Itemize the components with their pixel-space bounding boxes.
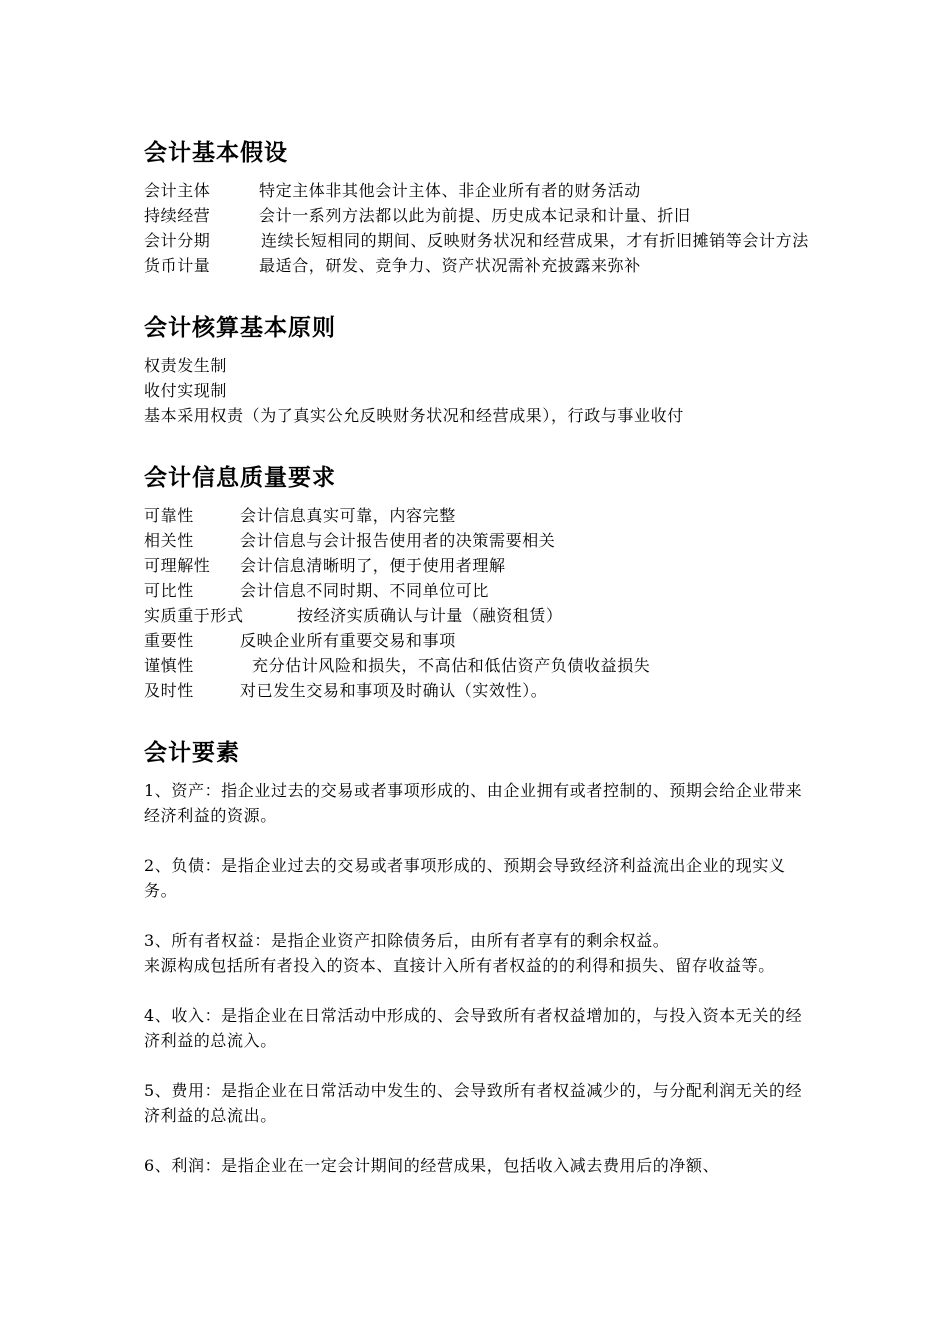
quality-desc: 会计信息与会计报告使用者的决策需要相关 [240, 531, 556, 550]
element-paragraph-profit: 6、利润：是指企业在一定会计期间的经营成果，包括收入减去费用后的净额、 [144, 1156, 720, 1175]
element-paragraph-revenue: 4、收入：是指企业在日常活动中形成的、会导致所有者权益增加的，与投入资本无关的经济利益的总流入。 [144, 1006, 803, 1050]
assumption-row [144, 253, 809, 278]
quality-term: 重要性 [144, 631, 194, 650]
assumption-row [144, 178, 809, 203]
quality-term: 可靠性 [144, 506, 194, 525]
quality-desc: 会计信息真实可靠，内容完整 [240, 506, 456, 525]
quality-desc: 对已发生交易和事项及时确认（实效性）。 [240, 681, 548, 700]
assumption-term: 货币计量 [144, 256, 211, 275]
principle-line: 基本采用权责（为了真实公允反映财务状况和经营成果），行政与事业收付 [144, 406, 684, 425]
assumption-term: 会计主体 [144, 181, 211, 200]
quality-list [144, 503, 809, 703]
assumption-desc: 连续长短相同的期间、反映财务状况和经营成果，才有折旧摊销等会计方法 [261, 231, 809, 250]
element-paragraph-equity-sources: 来源构成包括所有者投入的资本、直接计入所有者权益的的利得和损失、留存收益等。 [144, 956, 775, 975]
element-paragraph-equity: 3、所有者权益：是指企业资产扣除债务后，由所有者享有的剩余权益。 [144, 931, 670, 950]
assumptions-list [144, 178, 809, 278]
element-paragraph-liabilities: 2、负债：是指企业过去的交易或者事项形成的、预期会导致经济利益流出企业的现实义务。 [144, 856, 786, 900]
assumption-term: 会计分期 [144, 231, 211, 250]
section-title-information-quality: 会计信息质量要求 [144, 465, 336, 491]
quality-desc: 反映企业所有重要交易和事项 [240, 631, 456, 650]
principles-list [144, 353, 809, 428]
quality-row [144, 678, 809, 703]
quality-desc: 充分估计风险和损失，不高估和低估资产负债收益损失 [252, 656, 651, 675]
quality-row [144, 628, 809, 653]
section-title-accounting-principles: 会计核算基本原则 [144, 315, 336, 341]
quality-term: 相关性 [144, 531, 194, 550]
principle-line: 收付实现制 [144, 381, 228, 400]
assumption-row [144, 203, 809, 228]
quality-row [144, 653, 809, 678]
assumption-desc: 特定主体非其他会计主体、非企业所有者的财务活动 [259, 181, 641, 200]
quality-row [144, 553, 809, 578]
quality-term: 及时性 [144, 681, 194, 700]
assumption-term: 持续经营 [144, 206, 211, 225]
quality-row [144, 528, 809, 553]
section-title-accounting-elements: 会计要素 [144, 740, 240, 766]
assumption-desc: 会计一系列方法都以此为前提、历史成本记录和计量、折旧 [259, 206, 691, 225]
principle-line: 权责发生制 [144, 356, 228, 375]
element-paragraph-expenses: 5、费用：是指企业在日常活动中发生的、会导致所有者权益减少的，与分配利润无关的经济利益的总流出。 [144, 1081, 803, 1125]
quality-row [144, 578, 809, 603]
quality-term: 实质重于形式 [144, 606, 244, 625]
assumption-desc: 最适合，研发、竞争力、资产状况需补充披露来弥补 [259, 256, 641, 275]
quality-desc: 会计信息不同时期、不同单位可比 [240, 581, 490, 600]
quality-row [144, 603, 809, 628]
quality-row [144, 503, 809, 528]
quality-term: 谨慎性 [144, 656, 194, 675]
element-paragraph-assets: 1、资产：指企业过去的交易或者事项形成的、由企业拥有或者控制的、预期会给企业带来经济利益的资源。 [144, 781, 803, 825]
section-title-basic-assumptions: 会计基本假设 [144, 140, 288, 166]
quality-desc: 按经济实质确认与计量（融资租赁） [297, 606, 563, 625]
quality-term: 可理解性 [144, 556, 211, 575]
quality-desc: 会计信息清晰明了，便于使用者理解 [240, 556, 506, 575]
document-page [144, 136, 809, 1178]
assumption-row [144, 228, 809, 253]
quality-term: 可比性 [144, 581, 194, 600]
